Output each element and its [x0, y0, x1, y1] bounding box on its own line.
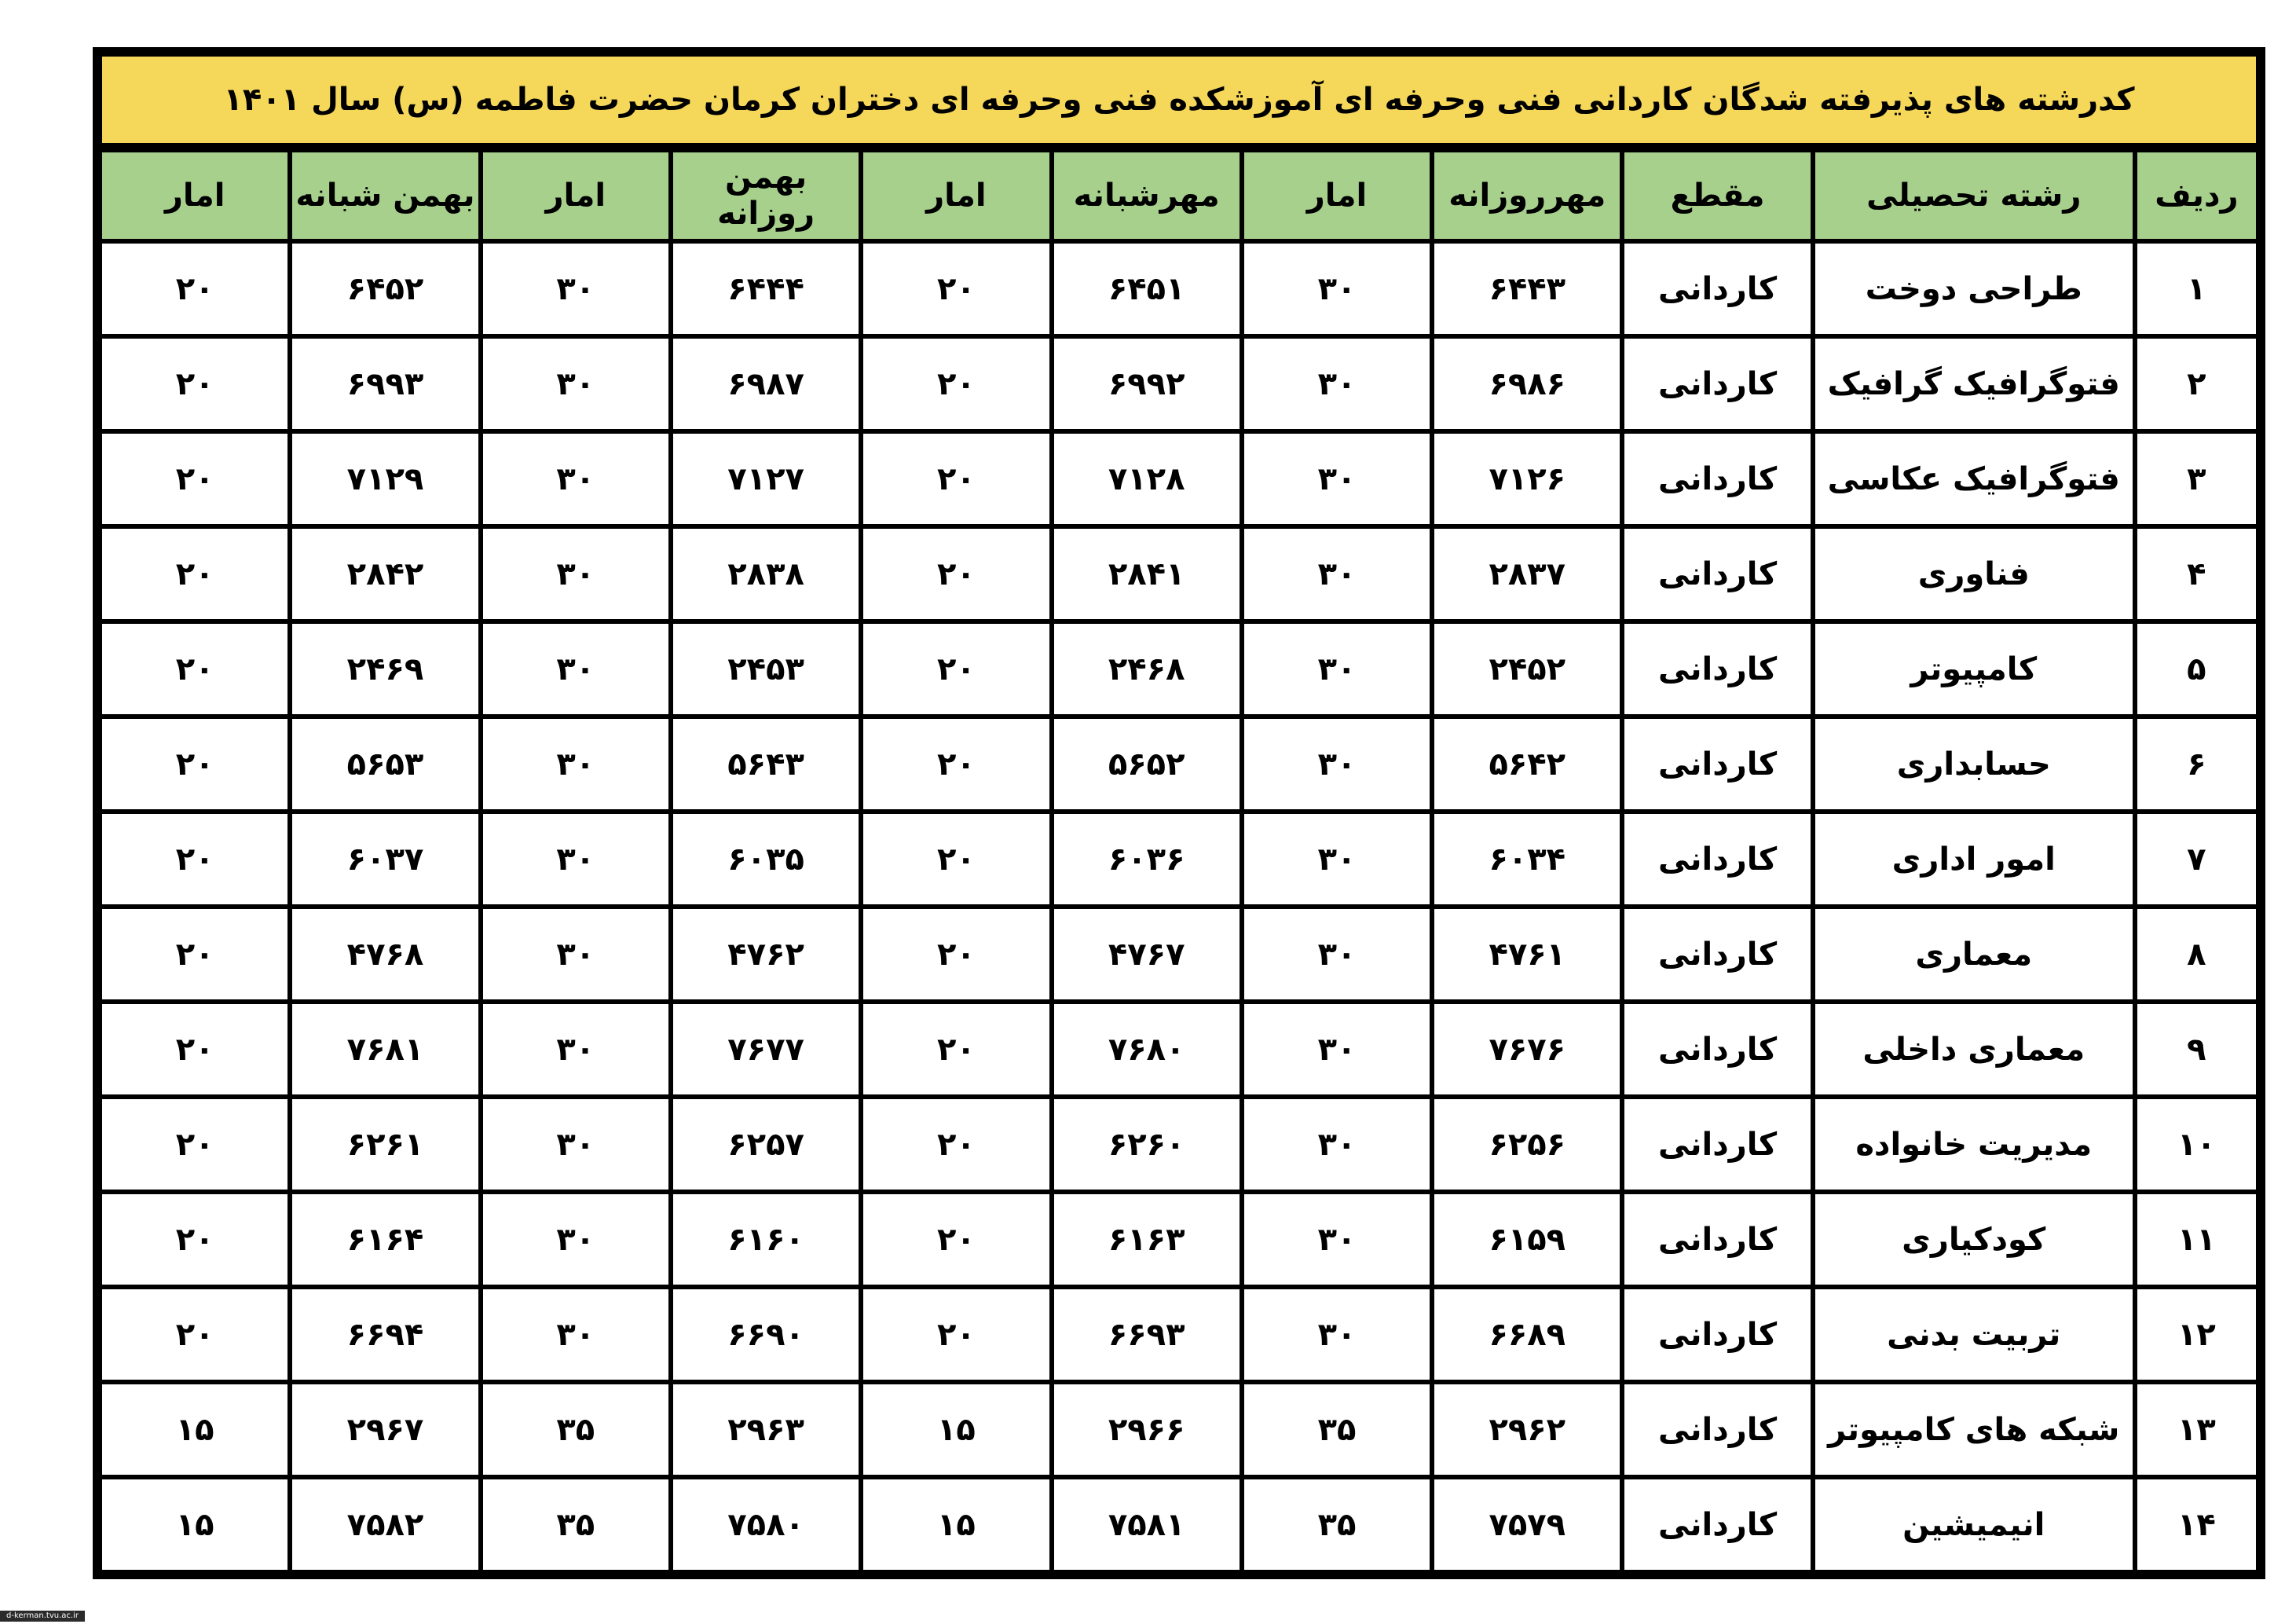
header-quota-10: امار: [102, 152, 287, 239]
cell-quota: ۳۰: [483, 1004, 668, 1094]
cell-quota: ۱۵: [863, 1479, 1049, 1570]
cell-mehr-night: ۲۸۴۱: [1054, 529, 1240, 619]
cell-quota: ۳۰: [1244, 1289, 1430, 1380]
cell-mehr-day: ۶۴۴۳: [1434, 244, 1620, 334]
cell-level: کاردانی: [1624, 909, 1810, 999]
header-bahman-night-9: بهمن شبانه: [292, 152, 478, 239]
cell-quota: ۳۰: [1244, 529, 1430, 619]
cell-quota: ۳۰: [483, 434, 668, 524]
cell-field: حسابداری: [1815, 719, 2133, 809]
cell-mehr-day: ۴۷۶۱: [1434, 909, 1620, 999]
cell-mehr-day: ۶۱۵۹: [1434, 1194, 1620, 1285]
cell-mehr-night: ۴۷۶۷: [1054, 909, 1240, 999]
cell-quota: ۳۵: [1244, 1479, 1430, 1570]
table-row: [102, 1194, 2256, 1285]
cell-bahman-night: ۶۲۶۱: [292, 1099, 478, 1190]
cell-bahman-day: ۶۶۹۰: [673, 1289, 859, 1380]
table-row: [102, 434, 2256, 524]
cell-bahman-night: ۶۹۹۳: [292, 339, 478, 429]
cell-quota: ۲۰: [863, 1099, 1049, 1190]
cell-quota: ۳۰: [483, 1289, 668, 1380]
cell-field: فتوگرافیک گرافیک: [1815, 339, 2133, 429]
cell-quota: ۳۵: [483, 1384, 668, 1475]
cell-quota: ۲۰: [102, 719, 287, 809]
table-row: [102, 814, 2256, 904]
cell-field: معماری داخلی: [1815, 1004, 2133, 1094]
cell-radif: ۳: [2137, 434, 2256, 524]
cell-level: کاردانی: [1624, 1479, 1810, 1570]
cell-quota: ۳۰: [1244, 244, 1430, 334]
cell-mehr-night: ۵۶۵۲: [1054, 719, 1240, 809]
cell-quota: ۳۰: [483, 909, 668, 999]
codes-table: [97, 148, 2261, 1575]
cell-quota: ۲۰: [102, 1004, 287, 1094]
cell-bahman-day: ۶۴۴۴: [673, 244, 859, 334]
header-mehr-day-3: مهرروزانه: [1434, 152, 1620, 239]
cell-quota: ۲۰: [102, 1289, 287, 1380]
cell-radif: ۷: [2137, 814, 2256, 904]
cell-mehr-day: ۶۲۵۶: [1434, 1099, 1620, 1190]
cell-quota: ۲۰: [102, 909, 287, 999]
cell-bahman-day: ۲۴۵۳: [673, 624, 859, 714]
cell-quota: ۳۰: [483, 244, 668, 334]
cell-quota: ۱۵: [863, 1384, 1049, 1475]
table-row: [102, 1289, 2256, 1380]
table-row: [102, 719, 2256, 809]
cell-bahman-day: ۲۹۶۳: [673, 1384, 859, 1475]
cell-bahman-day: ۲۸۳۸: [673, 529, 859, 619]
cell-quota: ۲۰: [102, 624, 287, 714]
header-quota-8: امار: [483, 152, 668, 239]
cell-radif: ۹: [2137, 1004, 2256, 1094]
cell-bahman-night: ۲۹۶۷: [292, 1384, 478, 1475]
cell-bahman-day: ۷۶۷۷: [673, 1004, 859, 1094]
cell-quota: ۳۰: [483, 1099, 668, 1190]
cell-level: کاردانی: [1624, 1004, 1810, 1094]
cell-quota: ۲۰: [102, 434, 287, 524]
cell-quota: ۳۰: [483, 1194, 668, 1285]
cell-bahman-night: ۷۶۸۱: [292, 1004, 478, 1094]
cell-mehr-night: ۲۴۶۸: [1054, 624, 1240, 714]
site-watermark: d-kerman.tvu.ac.ir: [0, 1611, 85, 1622]
cell-quota: ۳۰: [483, 624, 668, 714]
header-mehr-night-5: مهرشبانه: [1054, 152, 1240, 239]
cell-quota: ۲۰: [863, 909, 1049, 999]
cell-bahman-day: ۷۵۸۰: [673, 1479, 859, 1570]
cell-quota: ۲۰: [863, 434, 1049, 524]
cell-quota: ۳۰: [1244, 1004, 1430, 1094]
cell-field: معماری: [1815, 909, 2133, 999]
cell-mehr-day: ۶۶۸۹: [1434, 1289, 1620, 1380]
cell-radif: ۵: [2137, 624, 2256, 714]
cell-level: کاردانی: [1624, 244, 1810, 334]
cell-field: طراحی دوخت: [1815, 244, 2133, 334]
cell-quota: ۳۰: [1244, 434, 1430, 524]
cell-radif: ۶: [2137, 719, 2256, 809]
document-sheet: [93, 47, 2265, 1579]
table-row: [102, 1099, 2256, 1190]
cell-quota: ۳۰: [1244, 814, 1430, 904]
cell-mehr-day: ۲۸۳۷: [1434, 529, 1620, 619]
cell-mehr-night: ۶۴۵۱: [1054, 244, 1240, 334]
cell-quota: ۲۰: [102, 814, 287, 904]
cell-radif: ۱۰: [2137, 1099, 2256, 1190]
cell-quota: ۱۵: [102, 1384, 287, 1475]
table-header-row: [102, 152, 2256, 239]
cell-bahman-night: ۷۵۸۲: [292, 1479, 478, 1570]
cell-mehr-day: ۵۶۴۲: [1434, 719, 1620, 809]
cell-mehr-day: ۷۵۷۹: [1434, 1479, 1620, 1570]
cell-mehr-night: ۷۶۸۰: [1054, 1004, 1240, 1094]
cell-quota: ۲۰: [102, 1194, 287, 1285]
cell-quota: ۳۰: [1244, 624, 1430, 714]
cell-mehr-day: ۶۹۸۶: [1434, 339, 1620, 429]
cell-quota: ۲۰: [102, 1099, 287, 1190]
cell-level: کاردانی: [1624, 814, 1810, 904]
cell-field: تربیت بدنی: [1815, 1289, 2133, 1380]
cell-quota: ۳۵: [483, 1479, 668, 1570]
cell-quota: ۲۰: [863, 1004, 1049, 1094]
cell-mehr-night: ۶۹۹۲: [1054, 339, 1240, 429]
cell-quota: ۲۰: [102, 339, 287, 429]
header-level-2: مقطع: [1624, 152, 1810, 239]
cell-radif: ۱۳: [2137, 1384, 2256, 1475]
cell-quota: ۳۰: [483, 719, 668, 809]
cell-quota: ۳۰: [483, 529, 668, 619]
cell-level: کاردانی: [1624, 434, 1810, 524]
table-body: [102, 244, 2256, 1570]
cell-mehr-day: ۲۴۵۲: [1434, 624, 1620, 714]
header-radif-0: ردیف: [2137, 152, 2256, 239]
header-field-1: رشته تحصیلی: [1815, 152, 2133, 239]
cell-bahman-day: ۶۱۶۰: [673, 1194, 859, 1285]
cell-quota: ۳۰: [1244, 339, 1430, 429]
cell-radif: ۱۴: [2137, 1479, 2256, 1570]
cell-quota: ۳۵: [1244, 1384, 1430, 1475]
cell-bahman-night: ۶۱۶۴: [292, 1194, 478, 1285]
cell-field: شبکه های کامپیوتر: [1815, 1384, 2133, 1475]
cell-field: کامپیوتر: [1815, 624, 2133, 714]
cell-mehr-night: ۷۱۲۸: [1054, 434, 1240, 524]
cell-bahman-night: ۶۴۵۲: [292, 244, 478, 334]
document-title: کدرشته های پذیرفته شدگان کاردانی فنی وحرفه ای آموزشکده فنی وحرفه ای دختران کرمان حضرت فاطمه (س) سال ۱۴۰۱: [102, 57, 2256, 143]
table-row: [102, 1479, 2256, 1570]
table-row: [102, 624, 2256, 714]
header-quota-4: امار: [1244, 152, 1430, 239]
cell-mehr-night: ۶۲۶۰: [1054, 1099, 1240, 1190]
cell-mehr-night: ۶۰۳۶: [1054, 814, 1240, 904]
cell-field: فناوری: [1815, 529, 2133, 619]
cell-field: کودکیاری: [1815, 1194, 2133, 1285]
cell-bahman-day: ۶۲۵۷: [673, 1099, 859, 1190]
table-row: [102, 1004, 2256, 1094]
cell-bahman-night: ۶۶۹۴: [292, 1289, 478, 1380]
cell-radif: ۴: [2137, 529, 2256, 619]
cell-bahman-day: ۷۱۲۷: [673, 434, 859, 524]
cell-radif: ۱۱: [2137, 1194, 2256, 1285]
cell-bahman-day: ۶۰۳۵: [673, 814, 859, 904]
cell-bahman-day: ۴۷۶۲: [673, 909, 859, 999]
cell-field: امور اداری: [1815, 814, 2133, 904]
cell-quota: ۳۰: [483, 814, 668, 904]
table-row: [102, 339, 2256, 429]
cell-mehr-night: ۶۶۹۳: [1054, 1289, 1240, 1380]
cell-mehr-day: ۶۰۳۴: [1434, 814, 1620, 904]
cell-bahman-night: ۶۰۳۷: [292, 814, 478, 904]
cell-quota: ۲۰: [863, 339, 1049, 429]
cell-bahman-night: ۴۷۶۸: [292, 909, 478, 999]
cell-quota: ۲۰: [863, 719, 1049, 809]
cell-mehr-day: ۷۶۷۶: [1434, 1004, 1620, 1094]
cell-quota: ۲۰: [863, 1289, 1049, 1380]
cell-level: کاردانی: [1624, 1289, 1810, 1380]
cell-radif: ۲: [2137, 339, 2256, 429]
table-row: [102, 244, 2256, 334]
cell-quota: ۳۰: [483, 339, 668, 429]
cell-level: کاردانی: [1624, 1194, 1810, 1285]
cell-level: کاردانی: [1624, 529, 1810, 619]
cell-bahman-day: ۶۹۸۷: [673, 339, 859, 429]
cell-level: کاردانی: [1624, 719, 1810, 809]
cell-quota: ۲۰: [102, 244, 287, 334]
cell-quota: ۲۰: [863, 1194, 1049, 1285]
cell-bahman-night: ۲۴۶۹: [292, 624, 478, 714]
table-row: [102, 909, 2256, 999]
cell-mehr-night: ۶۱۶۳: [1054, 1194, 1240, 1285]
cell-field: انیمیشین: [1815, 1479, 2133, 1570]
cell-level: کاردانی: [1624, 624, 1810, 714]
cell-bahman-day: ۵۶۴۳: [673, 719, 859, 809]
cell-quota: ۲۰: [863, 814, 1049, 904]
cell-level: کاردانی: [1624, 1384, 1810, 1475]
cell-mehr-night: ۲۹۶۶: [1054, 1384, 1240, 1475]
cell-radif: ۱۲: [2137, 1289, 2256, 1380]
cell-field: مدیریت خانواده: [1815, 1099, 2133, 1190]
cell-quota: ۳۰: [1244, 1099, 1430, 1190]
cell-quota: ۲۰: [863, 624, 1049, 714]
header-quota-6: امار: [863, 152, 1049, 239]
cell-quota: ۲۰: [863, 529, 1049, 619]
cell-level: کاردانی: [1624, 1099, 1810, 1190]
cell-field: فتوگرافیک عکاسی: [1815, 434, 2133, 524]
cell-radif: ۸: [2137, 909, 2256, 999]
header-bahman-day-7: بهمن روزانه: [673, 152, 859, 239]
cell-level: کاردانی: [1624, 339, 1810, 429]
cell-quota: ۳۰: [1244, 719, 1430, 809]
cell-bahman-night: ۲۸۴۲: [292, 529, 478, 619]
table-row: [102, 529, 2256, 619]
table-row: [102, 1384, 2256, 1475]
cell-mehr-day: ۲۹۶۲: [1434, 1384, 1620, 1475]
cell-quota: ۲۰: [863, 244, 1049, 334]
cell-bahman-night: ۵۶۵۳: [292, 719, 478, 809]
cell-quota: ۳۰: [1244, 1194, 1430, 1285]
cell-radif: ۱: [2137, 244, 2256, 334]
cell-bahman-night: ۷۱۲۹: [292, 434, 478, 524]
cell-quota: ۲۰: [102, 529, 287, 619]
cell-quota: ۱۵: [102, 1479, 287, 1570]
cell-quota: ۳۰: [1244, 909, 1430, 999]
cell-mehr-night: ۷۵۸۱: [1054, 1479, 1240, 1570]
cell-mehr-day: ۷۱۲۶: [1434, 434, 1620, 524]
